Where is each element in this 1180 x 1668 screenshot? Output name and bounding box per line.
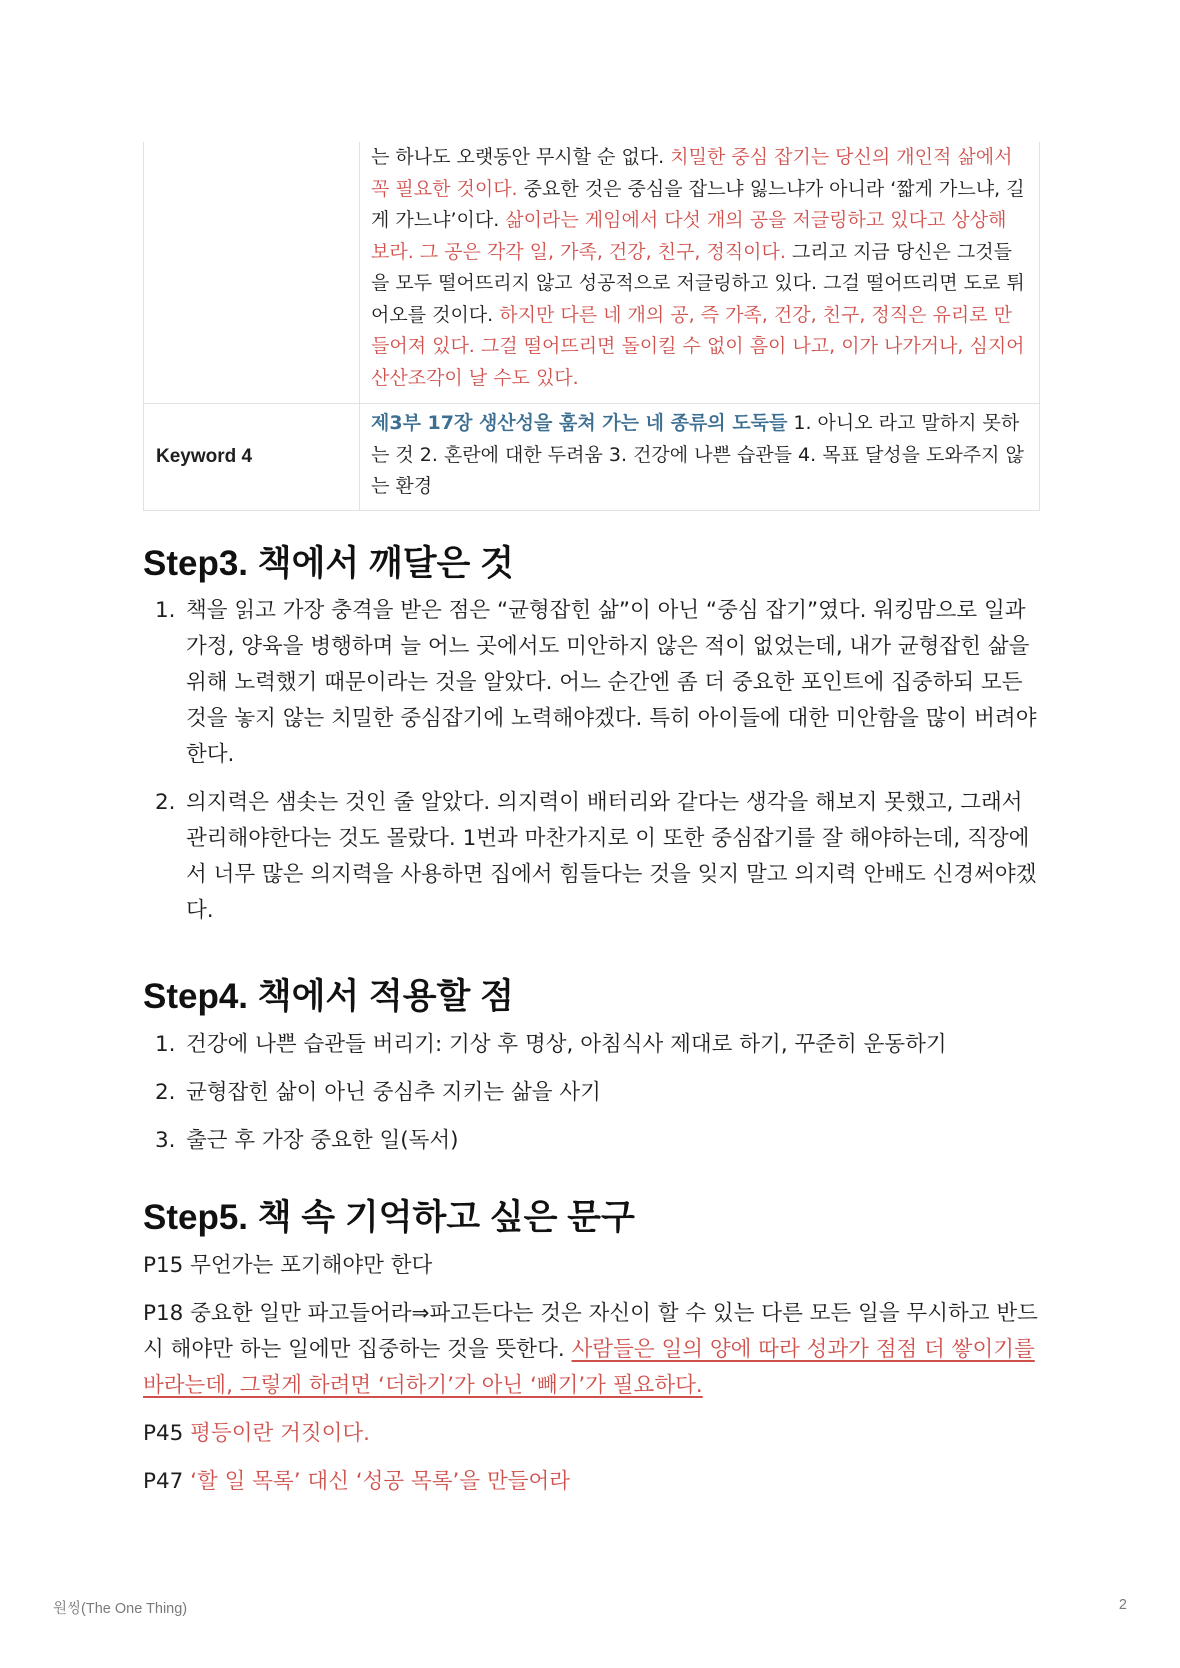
- quote-page: P47: [143, 1469, 184, 1494]
- step3-heading: Step3. 책에서 깨달은 것: [143, 544, 514, 583]
- text-segment: 는 하나도 오랫동안 무시할 순 없다.: [371, 146, 671, 168]
- step4-list: [143, 1027, 1045, 1159]
- keyword-cell-empty: [144, 142, 360, 404]
- quote-item: P47 ‘할 일 목록’ 대신 ‘성공 목록’을 만들어라: [143, 1469, 571, 1494]
- list-item: 2. 균형잡힌 삶이 아닌 중심추 지키는 삶을 사기: [155, 1080, 601, 1105]
- keyword-content-cell: [360, 142, 1040, 404]
- quote-item: P18 중요한 일만 파고들어라⇒파고든다는 것은 자신이 할 수 있는 다른 모든 일을 무시하고 반드시 해야만 하는 일에만 집중하는 것을 뜻한다. 사람들은 일의 양에 따라 성과가 점점 더 쌓이기를 바라는데, 그렇게 하려면 ‘더하기’가 아닌 ‘빼기’가 필요하다.: [143, 1301, 1038, 1398]
- keyword-table: [143, 142, 1040, 511]
- table-row-keyword-4: [144, 404, 1040, 511]
- highlight-segment: 하지만 다른 네 개의 공, 즉 가족, 건강, 친구, 정직은 유리로 만들어져 있다. 그걸 떨어뜨리면 돌이킬 수 없이 흠이 나고, 이가 나가거나, 심지어 산산조각이 날 수도 있다.: [371, 303, 1025, 389]
- chapter-heading: 제3부 17장 생산성을 훔쳐 가는 네 종류의 도둑들: [371, 412, 788, 434]
- page-number: 2: [1118, 1597, 1127, 1613]
- keyword-label: Keyword 4: [144, 404, 360, 511]
- quote-item: P15 무언가는 포기해야만 한다: [143, 1253, 433, 1278]
- step4-heading: Step4. 책에서 적용할 점: [143, 977, 514, 1016]
- step5-heading: Step5. 책 속 기억하고 싶은 문구: [143, 1198, 635, 1237]
- quote-page: P45: [143, 1421, 184, 1446]
- chapter-summary: 1. 아니오 라고 말하지 못하는 것 2. 혼란에 대한 두려움 3. 건강에 나쁜 습관들 4. 목표 달성을 도와주지 않는 환경: [371, 412, 1024, 497]
- list-item: 2. 의지력은 샘솟는 것인 줄 알았다. 의지력이 배터리와 같다는 생각을 해보지 못했고, 그래서 관리해야한다는 것도 몰랐다. 1번과 마찬가지로 이 또한 중심잡기를 잘 해야하는데, 직장에서 너무 많은 의지력을 사용하면 집에서 힘들다는 것을 잊지 말고 의지력 안배도 신경써야겠다.: [155, 790, 1037, 923]
- quote-item: P45 평등이란 거짓이다.: [143, 1421, 370, 1446]
- list-item: 3. 출근 후 가장 중요한 일(독서): [155, 1128, 459, 1153]
- quote-list: [143, 1248, 1045, 1512]
- footer-title: 원씽(The One Thing): [53, 1601, 188, 1617]
- table-row-continued: [144, 142, 1040, 404]
- quote-page: P18: [143, 1301, 184, 1326]
- step3-list: [143, 593, 1045, 929]
- list-item: 1. 건강에 나쁜 습관들 버리기: 기상 후 명상, 아침식사 제대로 하기, 꾸준히 운동하기: [155, 1032, 947, 1057]
- keyword-content-cell: [360, 404, 1040, 511]
- highlight-segment: 삶이라는 게임에서 다섯 개의 공을 저글링하고 있다고 상상해 보라. 그 공은 각각 일, 가족, 건강, 친구, 정직이다.: [371, 209, 1007, 263]
- highlight-segment: 치밀한 중심 잡기는 당신의 개인적 삶에서 꼭 필요한 것이다.: [371, 146, 1013, 200]
- list-item: 1. 책을 읽고 가장 충격을 받은 점은 “균형잡힌 삶”이 아닌 “중심 잡기”였다. 워킹맘으로 일과 가정, 양육을 병행하며 늘 어느 곳에서도 미안하지 않은 적이 없었는데, 내가 균형잡힌 삶을 위해 노력했기 때문이라는 것을 알았다. 어느 순간엔 좀 더 중요한 포인트에 집중하되 모든 것을 놓지 않는 치밀한 중심잡기에 노력해야겠다. 특히 아이들에 대한 미안함을 많이 버려야한다.: [155, 598, 1037, 767]
- text-segment: 중요한 것은 중심을 잡느냐 잃느냐가 아니라 ‘짧게 가느냐, 길게 가느냐’이다.: [371, 177, 1025, 231]
- quote-page: P15: [143, 1253, 184, 1278]
- text-segment: 그리고 지금 당신은 그것들을 모두 떨어뜨리지 않고 성공적으로 저글링하고 있다. 그걸 떨어뜨리면 도로 튀어오를 것이다.: [371, 240, 1025, 326]
- underlined-highlight: 사람들은 일의 양에 따라 성과가 점점 더 쌓이기를 바라는데, 그렇게 하려면 ‘더하기’가 아닌 ‘빼기’가 필요하다.: [143, 1337, 1035, 1398]
